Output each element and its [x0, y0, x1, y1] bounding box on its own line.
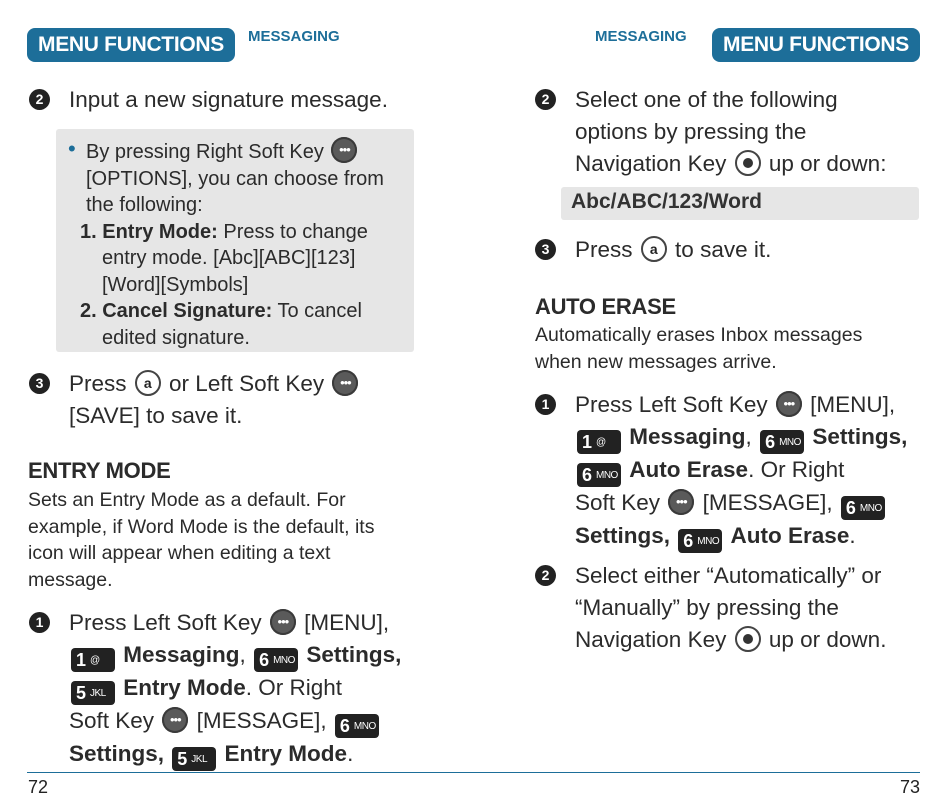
key-6-icon: 6 MNO: [760, 430, 804, 454]
key-5-icon: 5 JKL: [172, 747, 216, 771]
bullet-icon: •: [68, 136, 76, 161]
step-number: 2: [535, 89, 556, 110]
page-number: 72: [28, 777, 49, 797]
step-number: 2: [29, 89, 50, 110]
entry-mode-description: Sets an Entry Mode as a default. For example, if Word Mode is the default, its icon will appear when editing a text message.: [28, 489, 375, 591]
key-6-icon: 6 MNO: [577, 463, 621, 487]
navigation-key-icon: [735, 150, 761, 176]
right-soft-key-icon: •••: [668, 489, 694, 515]
key-5-icon: 5 JKL: [71, 681, 115, 705]
key-6-icon: 6 MNO: [335, 714, 379, 738]
left-soft-key-icon: •••: [332, 370, 358, 396]
note-bullet-b: [OPTIONS], you can choose from the following:: [86, 167, 384, 216]
step-number: 3: [29, 373, 50, 394]
menu-functions-tab: MENU FUNCTIONS: [27, 28, 235, 62]
step-number: 3: [535, 239, 556, 260]
item1-text: Press to change entry mode. [Abc][ABC][123][Word][Symbols]: [102, 220, 368, 296]
step-number: 1: [535, 394, 556, 415]
section-label: MESSAGING: [595, 28, 687, 45]
menu-functions-tab: MENU FUNCTIONS: [712, 28, 920, 62]
key-1-icon: 1 @: [577, 430, 621, 454]
key-6-icon: 6 MNO: [678, 529, 722, 553]
left-soft-key-icon: •••: [270, 609, 296, 635]
entry-options: Abc/ABC/123/Word: [571, 190, 762, 213]
step-text: Input a new signature message.: [69, 87, 388, 112]
section-label: MESSAGING: [248, 28, 340, 45]
key-6-icon: 6 MNO: [254, 648, 298, 672]
right-page: MENU FUNCTIONS MESSAGING 2 Select one of the following options by pressing the Navigation Key up or down: Abc/ABC/123/Word 3 Press a to save it. AUTO ERASE Automatically erases Inbox messages when new messages arrive. 1 Press Left Soft Key ••• [MENU], 1 @ Messaging, 6 MNO Settings, 6 MNO Auto Erase. Or Right Soft Key ••• [MESSAGE], 6 MNO Settings, 6 MNO Auto Erase. 2 Select either “Automatically” or “Manually” by pressing the Navigation Key up or down. 73: [535, 28, 920, 797]
page-number: 73: [899, 777, 920, 797]
auto-erase-description: Automatically erases Inbox messages when new messages arrive.: [535, 324, 863, 373]
step-number: 1: [29, 612, 50, 633]
item1-label: 1. Entry Mode:: [80, 220, 218, 243]
key-6-icon: 6 MNO: [841, 496, 885, 520]
key-1-icon: 1 @: [71, 648, 115, 672]
auto-erase-heading: AUTO ERASE: [535, 294, 676, 319]
item2-text: To cancel edited signature.: [102, 300, 362, 349]
item2-label: 2. Cancel Signature:: [80, 300, 273, 322]
left-page: MENU FUNCTIONS MESSAGING 2 Input a new signature message. • By pressing Right Soft Key ••• [OPTIONS], you can choose from the following: 1. Entry Mode: Press to change entry mode. [Abc][ABC][123][Word][Symbols] 2. Cancel Signature: To cancel edited signature. 3 Press a or Left Soft Key ••• [SAVE] to save it. ENTRY MODE Sets an Entry Mode as a default. For example, if Word Mode is the default, its icon will appear when editing a text message. 1 Press Left Soft Key ••• [MENU], 1 @ Messaging, 6 MNO Settings, 5 JKL Entry Mode. Or Right Soft Key ••• [MESSAGE], 6 MNO Settings, 5 JKL Entry Mode. 72: [0, 0, 475, 804]
note-bullet-a: By pressing Right Soft Key: [86, 141, 324, 163]
ok-key-icon: a: [135, 370, 161, 396]
right-soft-key-icon: •••: [162, 707, 188, 733]
footer-divider: [27, 772, 920, 773]
step-number: 2: [535, 565, 556, 586]
left-soft-key-icon: •••: [776, 391, 802, 417]
ok-key-icon: a: [641, 236, 667, 262]
right-soft-key-icon: •••: [331, 137, 357, 163]
options-note: [68, 137, 403, 351]
navigation-key-icon: [735, 626, 761, 652]
entry-mode-heading: ENTRY MODE: [28, 458, 171, 483]
